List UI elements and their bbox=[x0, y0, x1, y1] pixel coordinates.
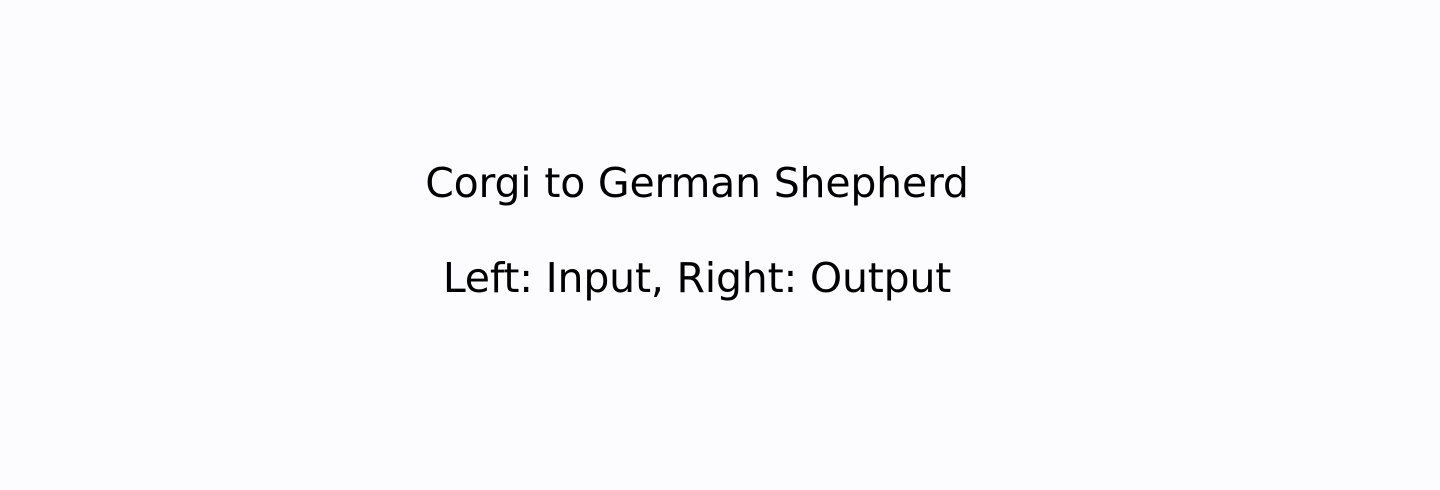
slide-title: Corgi to German Shepherd bbox=[425, 159, 969, 207]
slide-subtitle: Left: Input, Right: Output bbox=[442, 254, 952, 302]
